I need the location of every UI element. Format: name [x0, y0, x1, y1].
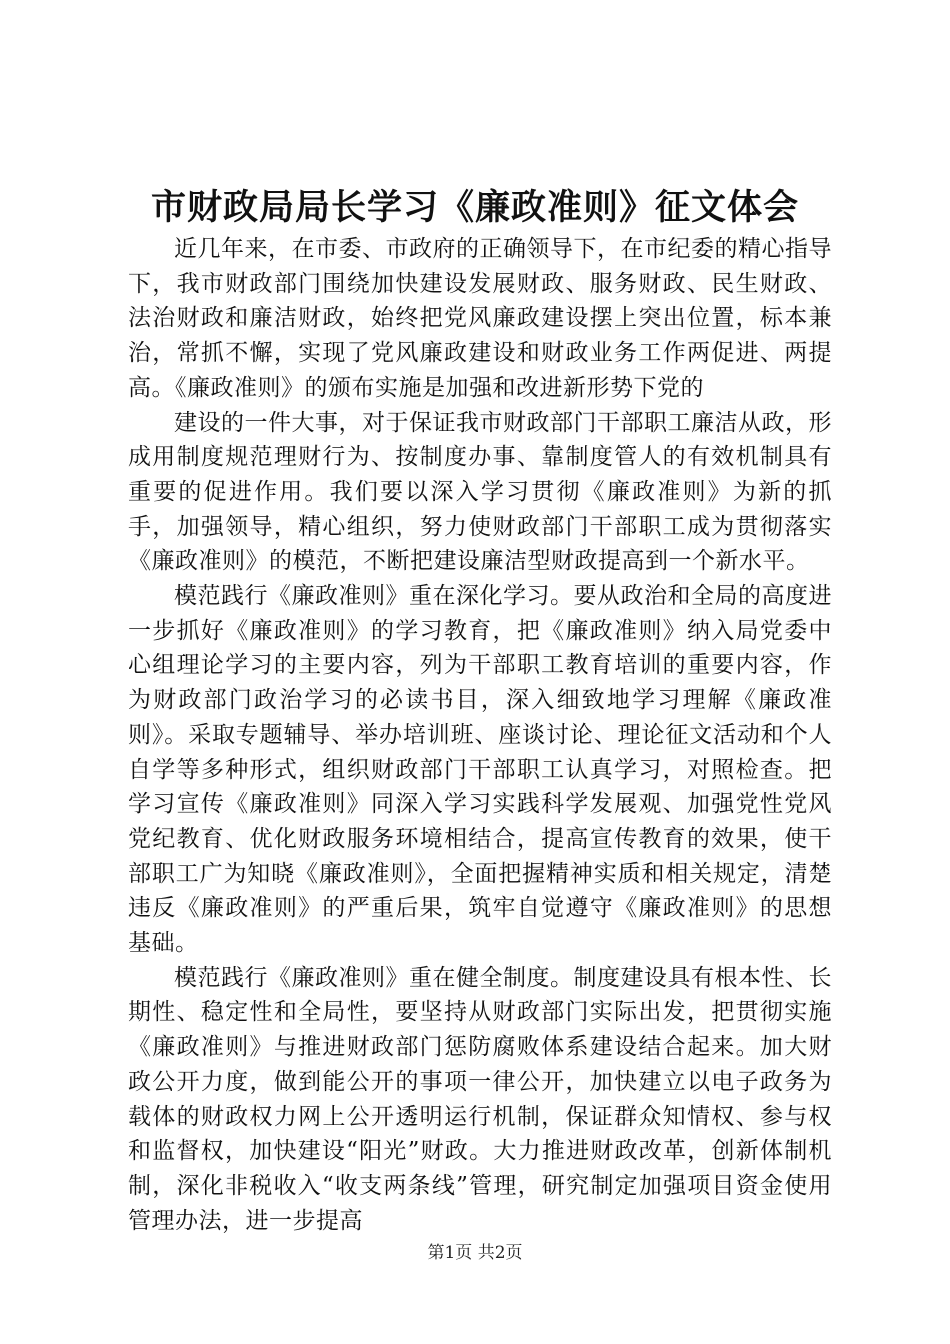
page-number-footer: 第1页 共2页: [427, 1243, 523, 1263]
paragraph-3: 模范践行《廉政准则》重在深化学习。要从政治和全局的高度进一步抓好《廉政准则》的学习教育，把《廉政准则》纳入局党委中心组理论学习的主要内容，列为干部职工教育培训的重要内容，作为财政部门政治学习的必读书目，深入细致地学习理解《廉政准则》。采取专题辅导、举办培训班、座谈讨论、理论征文活动和个人自学等多种形式，组织财政部门干部职工认真学习，对照检查。把学习宣传《廉政准则》同深入学习实践科学发展观、加强党性党风党纪教育、优化财政服务环境相结合，提高宣传教育的效果，使干部职工广为知晓《廉政准则》，全面把握精神实质和相关规定，清楚违反《廉政准则》的严重后果，筑牢自觉遵守《廉政准则》的思想基础。: [128, 583, 832, 957]
paragraph-4: 模范践行《廉政准则》重在健全制度。制度建设具有根本性、长期性、稳定性和全局性，要坚持从财政部门实际出发，把贯彻实施《廉政准则》与推进财政部门惩防腐败体系建设结合起来。加大财政公开力度，做到能公开的事项一律公开，加快建立以电子政务为载体的财政权力网上公开透明运行机制，保证群众知情权、参与权和监督权，加快建设“阳光”财政。大力推进财政改革，创新体制机制，深化非税收入“收支两条线”管理，研究制定加强项目资金使用管理办法，进一步提高: [128, 964, 832, 1234]
document-title: 市财政局局长学习《廉政准则》征文体会: [150, 187, 799, 228]
paragraph-1: 近几年来，在市委、市政府的正确领导下，在市纪委的精心指导下，我市财政部门围绕加快建设发展财政、服务财政、民生财政、法治财政和廉洁财政，始终把党风廉政建设摆上突出位置，标本兼治，常抓不懈，实现了党风廉政建设和财政业务工作两促进、两提高。《廉政准则》的颁布实施是加强和改进新形势下党的: [128, 236, 832, 401]
document-body: [128, 232, 832, 1238]
paragraph-2: 建设的一件大事，对于保证我市财政部门干部职工廉洁从政，形成用制度规范理财行为、按制度办事、靠制度管人的有效机制具有重要的促进作用。我们要以深入学习贯彻《廉政准则》为新的抓手，加强领导，精心组织，努力使财政部门干部职工成为贯彻落实《廉政准则》的模范，不断把建设廉洁型财政提高到一个新水平。: [128, 409, 832, 575]
